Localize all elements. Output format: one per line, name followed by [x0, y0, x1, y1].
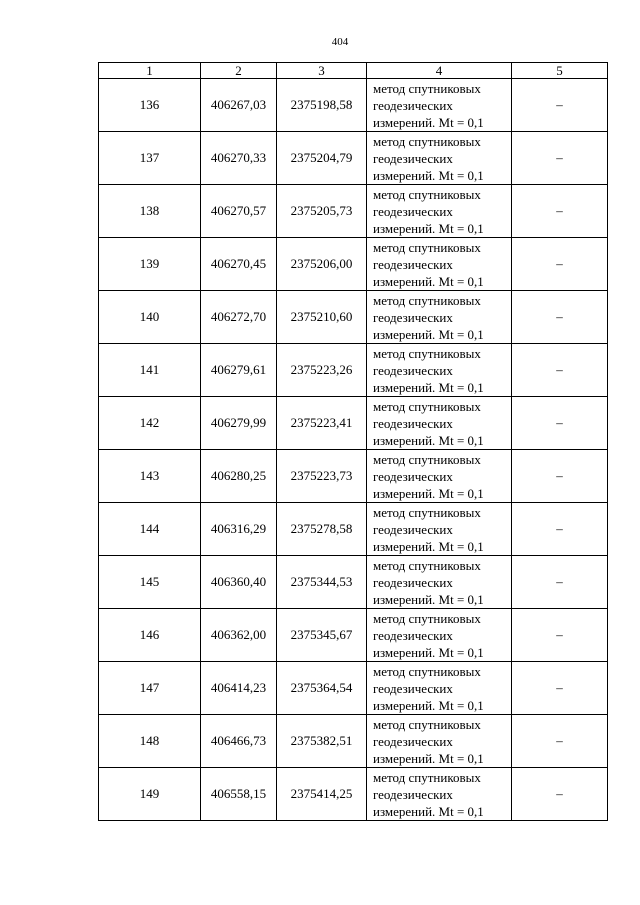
x-coordinate-cell: 406272,70	[201, 291, 277, 344]
x-coordinate-cell: 406280,25	[201, 450, 277, 503]
coordinates-table	[98, 62, 608, 821]
x-coordinate-cell: 406270,33	[201, 132, 277, 185]
method-cell	[367, 450, 512, 503]
y-coordinate-cell: 2375344,53	[277, 556, 367, 609]
method-line-1: метод спутниковых	[373, 186, 481, 202]
y-coordinate-cell: 2375223,41	[277, 397, 367, 450]
table-body	[99, 79, 608, 821]
method-cell	[367, 768, 512, 821]
method-cell	[367, 238, 512, 291]
method-line-3: измерений. Mt = 0,1	[373, 750, 484, 766]
note-cell: –	[512, 397, 608, 450]
point-number-cell: 146	[99, 609, 201, 662]
method-line-2: геодезических	[373, 733, 453, 749]
method-cell	[367, 79, 512, 132]
method-line-3: измерений. Mt = 0,1	[373, 326, 484, 342]
method-cell	[367, 344, 512, 397]
method-cell	[367, 185, 512, 238]
method-cell	[367, 556, 512, 609]
point-number-cell: 136	[99, 79, 201, 132]
note-cell: –	[512, 450, 608, 503]
note-cell: –	[512, 662, 608, 715]
method-line-2: геодезических	[373, 786, 453, 802]
table-row	[99, 556, 608, 609]
y-coordinate-cell: 2375278,58	[277, 503, 367, 556]
method-cell	[367, 715, 512, 768]
method-line-1: метод спутниковых	[373, 610, 481, 626]
point-number-cell: 137	[99, 132, 201, 185]
table-row	[99, 238, 608, 291]
table-row	[99, 662, 608, 715]
table-row	[99, 132, 608, 185]
point-number-cell: 139	[99, 238, 201, 291]
point-number-cell: 147	[99, 662, 201, 715]
column-header-3: 3	[277, 63, 367, 79]
note-cell: –	[512, 768, 608, 821]
x-coordinate-cell: 406414,23	[201, 662, 277, 715]
method-line-2: геодезических	[373, 468, 453, 484]
method-line-3: измерений. Mt = 0,1	[373, 644, 484, 660]
note-cell: –	[512, 344, 608, 397]
x-coordinate-cell: 406466,73	[201, 715, 277, 768]
note-cell: –	[512, 503, 608, 556]
column-header-5: 5	[512, 63, 608, 79]
method-line-3: измерений. Mt = 0,1	[373, 114, 484, 130]
note-cell: –	[512, 715, 608, 768]
table-row	[99, 450, 608, 503]
method-line-1: метод спутниковых	[373, 557, 481, 573]
method-cell	[367, 291, 512, 344]
method-line-1: метод спутниковых	[373, 345, 481, 361]
note-cell: –	[512, 238, 608, 291]
table-row	[99, 715, 608, 768]
y-coordinate-cell: 2375364,54	[277, 662, 367, 715]
method-line-2: геодезических	[373, 627, 453, 643]
method-line-2: геодезических	[373, 97, 453, 113]
note-cell: –	[512, 291, 608, 344]
method-line-2: геодезических	[373, 415, 453, 431]
method-line-2: геодезических	[373, 680, 453, 696]
method-line-1: метод спутниковых	[373, 239, 481, 255]
y-coordinate-cell: 2375414,25	[277, 768, 367, 821]
table-header-row	[99, 63, 608, 79]
method-line-1: метод спутниковых	[373, 292, 481, 308]
y-coordinate-cell: 2375205,73	[277, 185, 367, 238]
x-coordinate-cell: 406316,29	[201, 503, 277, 556]
method-line-1: метод спутниковых	[373, 451, 481, 467]
point-number-cell: 140	[99, 291, 201, 344]
table-row	[99, 79, 608, 132]
note-cell: –	[512, 609, 608, 662]
method-line-2: геодезических	[373, 150, 453, 166]
y-coordinate-cell: 2375210,60	[277, 291, 367, 344]
method-line-1: метод спутниковых	[373, 398, 481, 414]
point-number-cell: 143	[99, 450, 201, 503]
y-coordinate-cell: 2375204,79	[277, 132, 367, 185]
table-row	[99, 503, 608, 556]
method-line-2: геодезических	[373, 256, 453, 272]
point-number-cell: 145	[99, 556, 201, 609]
method-line-1: метод спутниковых	[373, 504, 481, 520]
point-number-cell: 142	[99, 397, 201, 450]
table-row	[99, 344, 608, 397]
method-line-3: измерений. Mt = 0,1	[373, 697, 484, 713]
column-header-4: 4	[367, 63, 512, 79]
note-cell: –	[512, 132, 608, 185]
method-cell	[367, 397, 512, 450]
method-line-1: метод спутниковых	[373, 663, 481, 679]
method-line-3: измерений. Mt = 0,1	[373, 220, 484, 236]
x-coordinate-cell: 406360,40	[201, 556, 277, 609]
method-cell	[367, 503, 512, 556]
table-row	[99, 185, 608, 238]
y-coordinate-cell: 2375198,58	[277, 79, 367, 132]
method-line-3: измерений. Mt = 0,1	[373, 803, 484, 819]
table-row	[99, 768, 608, 821]
note-cell: –	[512, 556, 608, 609]
x-coordinate-cell: 406558,15	[201, 768, 277, 821]
method-line-3: измерений. Mt = 0,1	[373, 591, 484, 607]
method-line-3: измерений. Mt = 0,1	[373, 432, 484, 448]
table-row	[99, 291, 608, 344]
note-cell: –	[512, 79, 608, 132]
method-line-3: измерений. Mt = 0,1	[373, 379, 484, 395]
y-coordinate-cell: 2375345,67	[277, 609, 367, 662]
page-number: 404	[331, 36, 349, 48]
table-row	[99, 609, 608, 662]
y-coordinate-cell: 2375223,26	[277, 344, 367, 397]
method-line-2: геодезических	[373, 521, 453, 537]
method-line-3: измерений. Mt = 0,1	[373, 273, 484, 289]
method-line-2: геодезических	[373, 309, 453, 325]
method-line-3: измерений. Mt = 0,1	[373, 485, 484, 501]
point-number-cell: 149	[99, 768, 201, 821]
y-coordinate-cell: 2375382,51	[277, 715, 367, 768]
method-line-1: метод спутниковых	[373, 769, 481, 785]
method-line-3: измерений. Mt = 0,1	[373, 167, 484, 183]
x-coordinate-cell: 406279,61	[201, 344, 277, 397]
y-coordinate-cell: 2375223,73	[277, 450, 367, 503]
x-coordinate-cell: 406279,99	[201, 397, 277, 450]
y-coordinate-cell: 2375206,00	[277, 238, 367, 291]
method-line-1: метод спутниковых	[373, 133, 481, 149]
point-number-cell: 148	[99, 715, 201, 768]
note-cell: –	[512, 185, 608, 238]
x-coordinate-cell: 406270,57	[201, 185, 277, 238]
x-coordinate-cell: 406362,00	[201, 609, 277, 662]
method-line-1: метод спутниковых	[373, 80, 481, 96]
method-line-2: геодезических	[373, 203, 453, 219]
method-line-2: геодезических	[373, 362, 453, 378]
method-cell	[367, 609, 512, 662]
method-cell	[367, 132, 512, 185]
point-number-cell: 141	[99, 344, 201, 397]
method-cell	[367, 662, 512, 715]
column-header-1: 1	[99, 63, 201, 79]
method-line-1: метод спутниковых	[373, 716, 481, 732]
point-number-cell: 138	[99, 185, 201, 238]
method-line-2: геодезических	[373, 574, 453, 590]
table-row	[99, 397, 608, 450]
method-line-3: измерений. Mt = 0,1	[373, 538, 484, 554]
x-coordinate-cell: 406270,45	[201, 238, 277, 291]
point-number-cell: 144	[99, 503, 201, 556]
column-header-2: 2	[201, 63, 277, 79]
x-coordinate-cell: 406267,03	[201, 79, 277, 132]
